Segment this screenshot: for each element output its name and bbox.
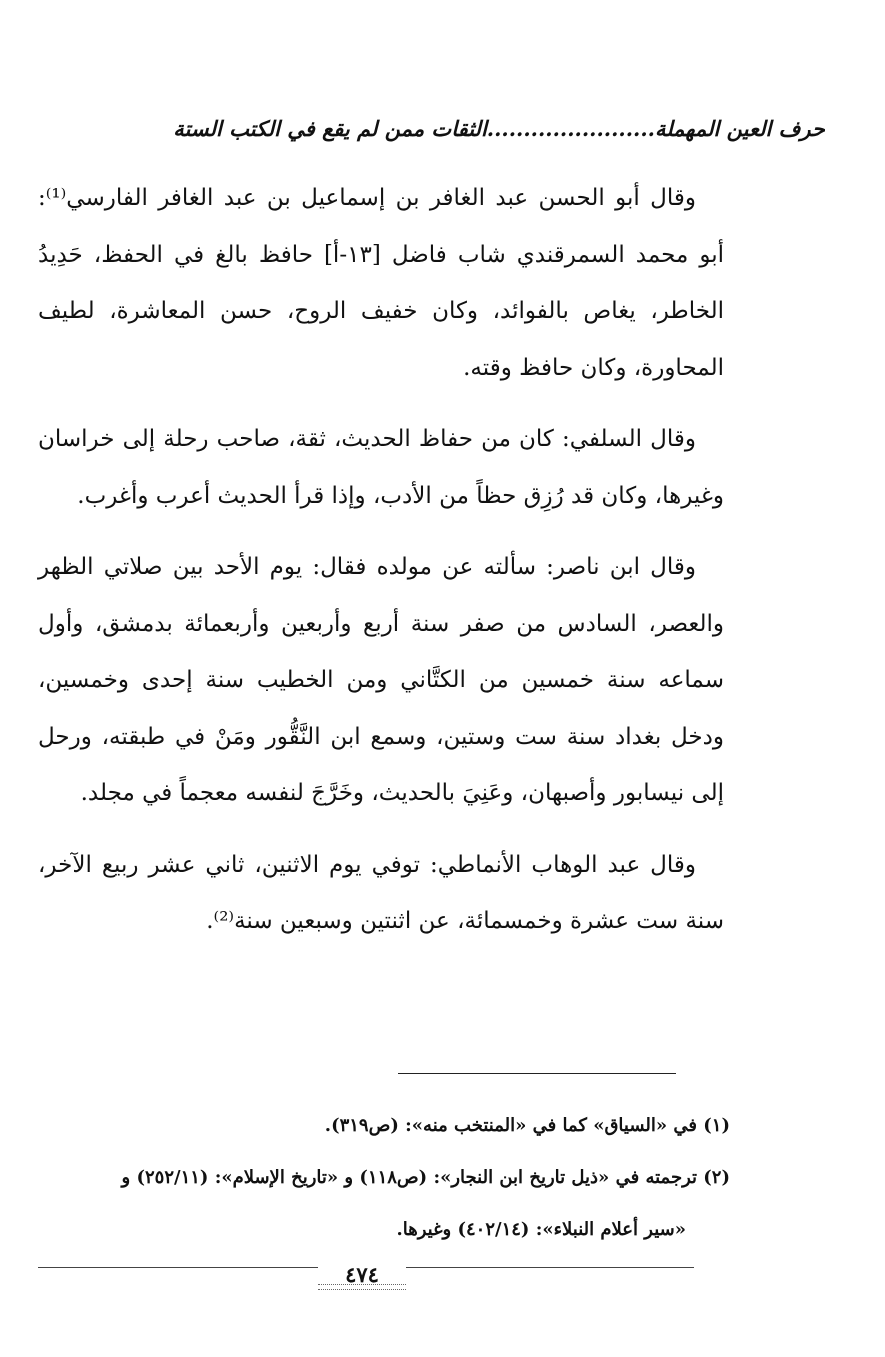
main-text bbox=[38, 170, 724, 950]
page-number-ornament bbox=[318, 1284, 406, 1290]
footnote-2-continuation: «سير أعلام النبلاء»: (٤٠٢/١٤) وغيرها. bbox=[396, 1219, 686, 1240]
paragraph-ibn-nasir: وقال ابن ناصر: سألته عن مولده فقال: يوم الأحد بين صلاتي الظهر والعصر، السادس من صفر سنة أربع وأربعين وأربعمائة بدمشق، وأول سماعه سنة خمسين من الكتَّاني ومن الخطيب سنة إحدى وخمسين، ودخل بغداد سنة ست وستين، وسمع ابن النَّقُّور ومَنْ في طبقته، ورحل إلى نيسابور وأصبهان، وعَنِيَ بالحديث، وخَرَّجَ لنفسه معجماً في مجلد. bbox=[38, 554, 724, 806]
paragraph-abdulghafir: وقال أبو الحسن عبد الغافر بن إسماعيل بن عبد الغافر الفارسي⁽¹⁾: أبو محمد السمرقندي شاب فاضل [١٣-أ] حافظ بالغ في الحفظ، حَدِيدُ الخاطر، يغاص بالفوائد، وكان خفيف الروح، حسن المعاشرة، لطيف المحاورة، وكان حافظ وقته. bbox=[38, 185, 724, 381]
running-header: حرف العين المهملة.......................الثقات ممن لم يقع في الكتب الستة bbox=[173, 116, 825, 141]
footnotes bbox=[18, 1100, 730, 1256]
paragraph-silafi: وقال السلفي: كان من حفاظ الحديث، ثقة، صاحب رحلة إلى خراسان وغيرها، وكان قد رُزِق حظاً من الأدب، وإذا قرأ الحديث أعرب وأغرب. bbox=[38, 426, 724, 509]
footnote-1: (١) في «السياق» كما في «المنتخب منه»: (ص٣١٩). bbox=[324, 1115, 730, 1136]
footnote-2: (٢) ترجمته في «ذيل تاريخ ابن النجار»: (ص١١٨) و «تاريخ الإسلام»: (٢٥٢/١١) و bbox=[121, 1167, 730, 1188]
page-number-text: ٤٧٤ bbox=[345, 1262, 379, 1287]
footnote-separator bbox=[398, 1073, 676, 1074]
page-number bbox=[318, 1258, 406, 1292]
bottom-rule-right bbox=[404, 1267, 694, 1268]
paragraph-anmati: وقال عبد الوهاب الأنماطي: توفي يوم الاثنين، ثاني عشر ربيع الآخر، سنة ست عشرة وخمسمائة، عن اثنتين وسبعين سنة⁽²⁾. bbox=[38, 851, 724, 934]
bottom-rule-left bbox=[38, 1267, 320, 1268]
